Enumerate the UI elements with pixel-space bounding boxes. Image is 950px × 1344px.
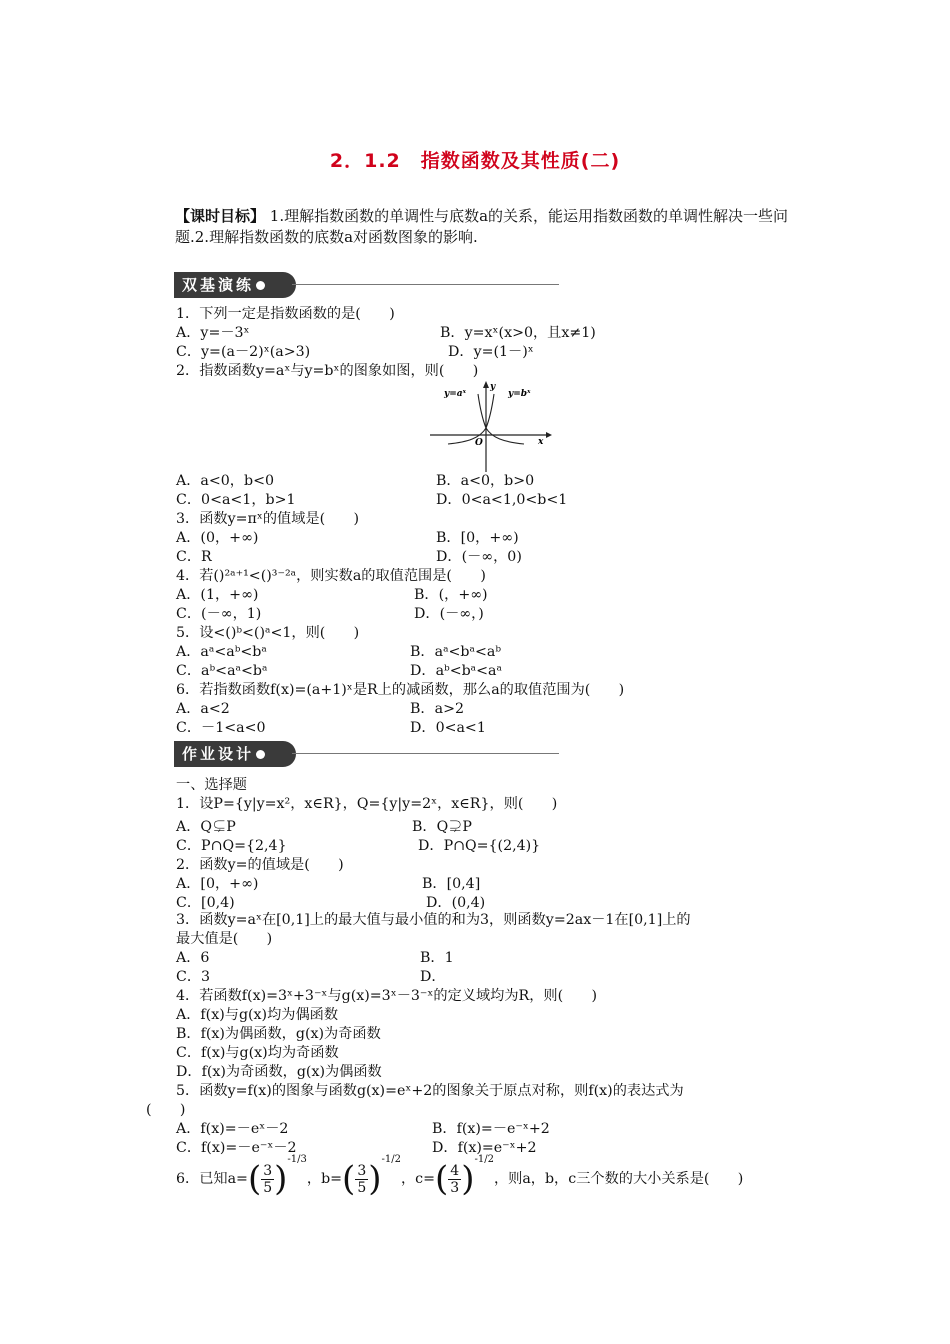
option-line: B．[0，+∞) [436,530,519,546]
option-line: C．P∩Q={2,4} [176,838,287,854]
q6-sep1: ，b= [306,1171,343,1187]
question-line: 5．设<()ᵇ<()ᵃ<1，则( ) [176,625,360,641]
option-line: A．(1，+∞) [176,587,259,603]
q6-suffix: ，则a，b，c三个数的大小关系是( ) [493,1171,744,1187]
option-line: C．[0,4) [176,895,235,911]
option-line: A．6 [176,950,210,966]
lesson-goal [175,206,815,248]
option-line: C．f(x)=－e⁻ˣ－2 [176,1140,297,1156]
option-line: B．a>2 [410,701,464,717]
section-banner-homework [174,741,559,767]
option-line: B．aᵃ<bᵃ<aᵇ [410,644,502,660]
question-line: 4．若()²ᵃ⁺¹<()³⁻²ᵃ，则实数a的取值范围是( ) [176,568,486,584]
option-line: A．a<0，b<0 [176,473,274,489]
option-line: B．f(x)=－e⁻ˣ+2 [432,1121,550,1137]
option-line: C．0<a<1，b>1 [176,492,296,508]
option-line: B．(，+∞) [414,587,488,603]
option-line: C．(－∞，1) [176,606,262,622]
exponent-b: -1/2 [381,1154,401,1165]
goal-label: 【课时目标】 [175,207,266,225]
graph-label-left: y=aˣ [444,389,466,399]
option-line: D． [420,969,446,985]
option-line: D．P∩Q={(2,4)} [418,838,541,854]
option-line: A．a<2 [176,701,230,717]
option-line: A．f(x)与g(x)均为偶函数 [176,1007,339,1023]
option-line: B．[0,4] [422,876,481,892]
option-line: A．(0，+∞) [176,530,259,546]
section-heading: 一、选择题 [176,777,247,793]
section-banner-practice [174,272,559,298]
question-line: 最大值是( ) [176,931,273,947]
graph-axis-x: x [538,437,544,447]
option-line: A．aᵃ<aᵇ<bᵃ [176,644,267,660]
question-line: 4．若函数f(x)=3ˣ+3⁻ˣ与g(x)=3ˣ－3⁻ˣ的定义域均为R，则( ) [176,988,598,1004]
option-line: C．aᵇ<aᵃ<bᵃ [176,663,268,679]
option-line: D．(－∞，0) [436,549,522,565]
option-line: D．y=(1－)ˣ [448,344,534,360]
option-line: B．1 [420,950,454,966]
option-line: B．f(x)为偶函数，g(x)为奇函数 [176,1026,381,1042]
question-line: 5．函数y=f(x)的图象与函数g(x)=eˣ+2的图象关于原点对称，则f(x)的表达式为 [176,1083,684,1099]
graph-axis-y: y [490,382,496,392]
dot-icon [256,281,265,290]
banner-tag: 作业设计 [174,741,296,767]
option-line: C．3 [176,969,211,985]
option-line: D．(－∞，) [414,606,484,622]
exponential-graph [428,380,553,475]
option-line: C．－1<a<0 [176,720,266,736]
option-line: D．aᵇ<bᵃ<aᵃ [410,663,502,679]
option-line: B．Q⊋P [412,819,472,835]
option-line: D．(0,4) [426,895,486,911]
option-line: B．a<0，b>0 [436,473,535,489]
divider [292,284,559,285]
question-line: 1．设P={y|y=x²，x∈R}，Q={y|y=2ˣ，x∈R}，则( ) [176,796,558,812]
page-title: 2．1.2 指数函数及其性质(二) [329,150,621,172]
question-line: 3．函数y=πˣ的值域是( ) [176,511,360,527]
option-line: D．0<a<1 [410,720,486,736]
option-line: A．y=－3ˣ [176,325,250,341]
divider [292,753,559,754]
option-line: A．[0，+∞) [176,876,259,892]
fraction-b: $\frac{3}{5}$ [357,1162,367,1196]
option-line: A．Q⊊P [176,819,236,835]
fraction-c: $\frac{4}{3}$ [450,1162,460,1196]
q6-prefix: 6．已知a= [176,1171,248,1187]
question-line: 1．下列一定是指数函数的是( ) [176,306,395,322]
banner-tag: 双基演练 [174,272,296,298]
question-line: 2．指数函数y=aˣ与y=bˣ的图象如图，则( ) [176,363,479,379]
option-line: D．f(x)=e⁻ˣ+2 [432,1140,537,1156]
option-line: C．R [176,549,212,565]
option-line: C．y=(a－2)ˣ(a>3) [176,344,311,360]
question-line: 3．函数y=aˣ在[0,1]上的最大值与最小值的和为3，则函数y=2ax－1在[0,1]上的 [176,912,691,928]
question-6: 6．已知a=( $\frac{3}{5}$ )-1/3，b=( $\frac{3}{5}$ )-1/2，c=( $\frac{4}{3}$ )-1/2，则a，b，c三个数的大小关系是( ) [176,1154,744,1199]
question-line: ( ) [146,1102,186,1118]
q6-sep2: ，c= [400,1171,436,1187]
option-line: C．f(x)与g(x)均为奇函数 [176,1045,339,1061]
option-line: A．f(x)=－eˣ－2 [176,1121,289,1137]
graph-origin: O [475,438,483,448]
exponent-a: -1/3 [287,1154,307,1165]
graph-label-right: y=bˣ [508,389,531,399]
option-line: D．f(x)为奇函数，g(x)为偶函数 [176,1064,382,1080]
option-line: B．y=xˣ(x>0，且x≠1) [440,325,596,341]
exponent-c: -1/2 [474,1154,494,1165]
goal-text: 1.理解指数函数的单调性与底数a的关系，能运用指数函数的单调性解决一些问题.2.理解指数函数的底数a对函数图象的影响. [175,207,789,246]
fraction-a: $\frac{3}{5}$ [263,1162,273,1196]
option-line: D．0<a<1,0<b<1 [436,492,568,508]
dot-icon [256,750,265,759]
question-line: 2．函数y=的值域是( ) [176,857,344,873]
question-line: 6．若指数函数f(x)=(a+1)ˣ是R上的减函数，那么a的取值范围为( ) [176,682,625,698]
